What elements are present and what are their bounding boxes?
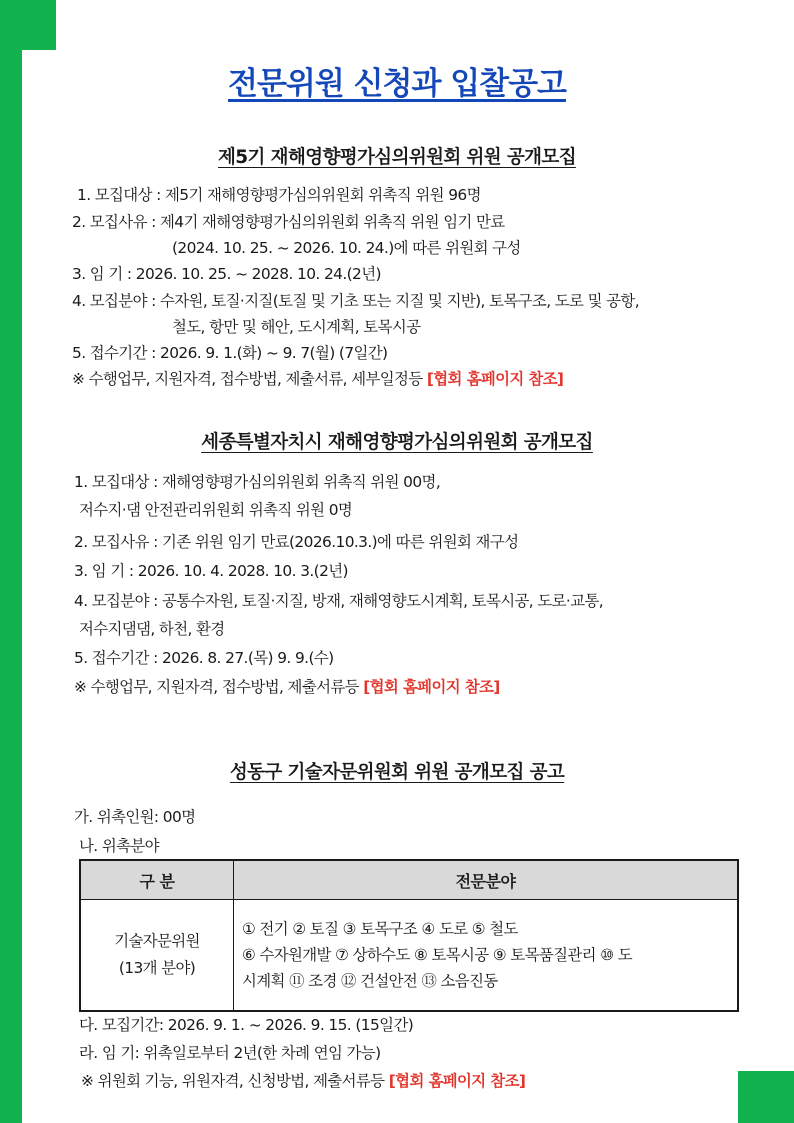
page-title: 전문위원 신청과 입찰공고: [228, 66, 566, 102]
category-line-2: (13개 분야): [118, 959, 196, 977]
table-cell-category: [80, 900, 234, 1012]
table-header-row: [80, 860, 738, 900]
section2-line-6: 저수지댐댐, 하천, 환경: [79, 620, 225, 638]
bottom-right-green-tab: [738, 1071, 794, 1123]
section1-line-4: 3. 임 기 : 2026. 10. 25. ~ 2028. 10. 24.(2년): [72, 265, 381, 283]
section2-homepage-link[interactable]: [협회 홈페이지 참조]: [363, 678, 500, 696]
section1-line-3: (2024. 10. 25. ~ 2026. 10. 24.)에 따른 위원회 구성: [172, 239, 521, 257]
fields-line-2: ⑥ 수자원개발 ⑦ 상하수도 ⑧ 토목시공 ⑨ 토목품질관리 ⑩ 도: [242, 946, 632, 964]
section1-note-text: ※ 수행업무, 지원자격, 접수방법, 제출서류, 세부일정등: [72, 370, 423, 388]
section1-title: 제5기 재해영향평가심의위원회 위원 공개모집: [218, 147, 576, 168]
section2-line-4: 3. 임 기 : 2026. 10. 4. 2028. 10. 3.(2년): [74, 562, 348, 580]
section2-note: [74, 675, 500, 697]
section1-line-1: 1. 모집대상 : 제5기 재해영향평가심의위원회 위촉직 위원 96명: [77, 186, 481, 204]
section1-line-7: 5. 접수기간 : 2026. 9. 1.(화) ~ 9. 7(월) (7일간): [72, 344, 388, 362]
section2-line-3: 2. 모집사유 : 기존 위원 임기 만료(2026.10.3.)에 따른 위원회 재구성: [74, 533, 519, 551]
section3-note-text: ※ 위원회 기능, 위원자격, 신청방법, 제출서류등: [81, 1072, 385, 1090]
section2-line-5: 4. 모집분야 : 공통수자원, 토질·지질, 방재, 재해영향도시계획, 토목시공, 도로·교통,: [74, 592, 604, 610]
section2-line-7: 5. 접수기간 : 2026. 8. 27.(목) 9. 9.(수): [74, 649, 334, 667]
section3-line-c: 다. 모집기간: 2026. 9. 1. ~ 2026. 9. 15. (15일간): [79, 1016, 414, 1034]
top-left-green-tab: [0, 0, 56, 50]
category-line-1: 기술자문위원: [114, 932, 200, 950]
section3-line-d: 라. 임 기: 위촉일로부터 2년(한 차례 연임 가능): [79, 1044, 381, 1062]
section2-title: 세종특별자치시 재해영향평가심의위원회 공개모집: [201, 432, 593, 453]
section1-line-5: 4. 모집분야 : 수자원, 토질·지질(토질 및 기초 또는 지질 및 지반), 토목구조, 도로 및 공항,: [72, 292, 639, 310]
section1-line-6: 철도, 항만 및 해안, 도시계획, 토목시공: [172, 318, 421, 336]
section3-line-b: 나. 위촉분야: [79, 837, 159, 855]
fields-line-3: 시계획 ⑪ 조경 ⑫ 건설안전 ⑬ 소음진동: [242, 972, 498, 990]
table-header-category: 구 분: [80, 860, 234, 900]
fields-line-1: ① 전기 ② 토질 ③ 토목구조 ④ 도로 ⑤ 철도: [242, 920, 518, 938]
committee-field-table: [79, 859, 739, 1012]
section1-note: [72, 367, 563, 389]
section3-note: [81, 1069, 525, 1091]
section2-line-1: 1. 모집대상 : 재해영향평가심의위원회 위촉직 위원 00명,: [74, 473, 441, 491]
section3-title: 성동구 기술자문위원회 위원 공개모집 공고: [229, 762, 565, 783]
table-row: [80, 900, 738, 1012]
section3-line-a: 가. 위촉인원: 00명: [74, 808, 196, 826]
table-header-fields: 전문분야: [234, 860, 739, 900]
section3-homepage-link[interactable]: [협회 홈페이지 참조]: [388, 1072, 526, 1090]
section2-line-2: 저수지·댐 안전관리위원회 위촉직 위원 0명: [79, 501, 353, 519]
table-cell-fields: [234, 900, 739, 1012]
section2-note-text: ※ 수행업무, 지원자격, 접수방법, 제출서류등: [74, 678, 359, 696]
section1-line-2: 2. 모집사유 : 제4기 재해영향평가심의위원회 위촉직 위원 임기 만료: [72, 213, 505, 231]
section1-homepage-link[interactable]: [협회 홈페이지 참조]: [426, 370, 564, 388]
